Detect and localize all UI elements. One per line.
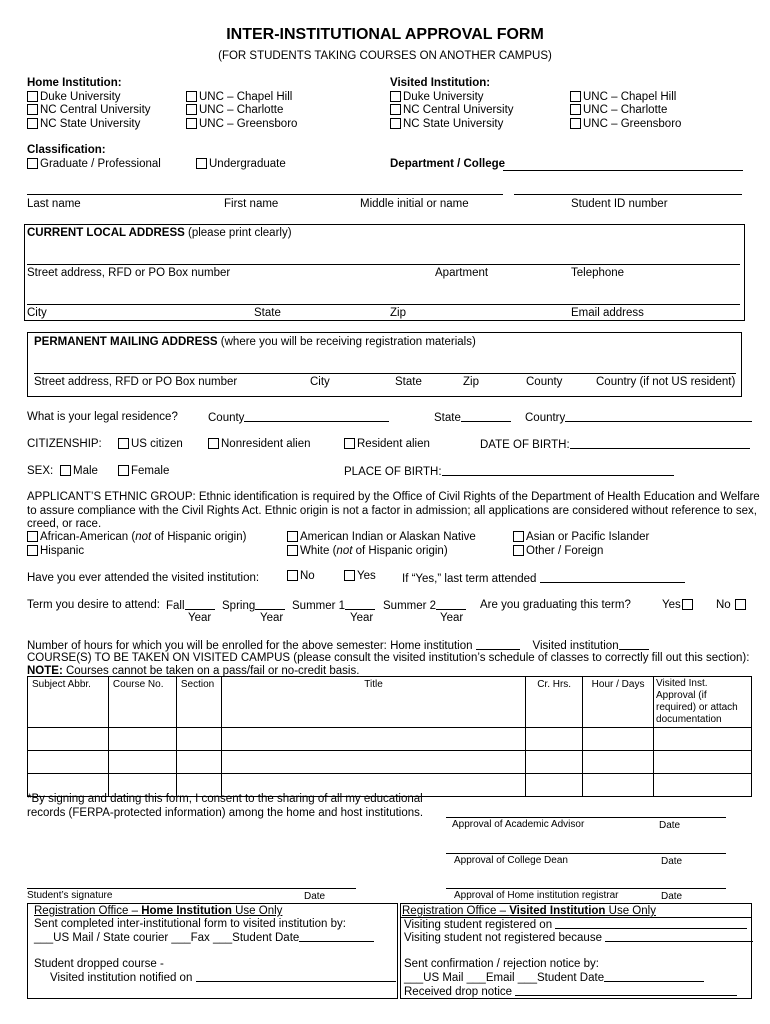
table-row <box>28 728 752 751</box>
citizenship-nonresident[interactable]: Nonresident alien <box>208 438 311 450</box>
drop-notice-field[interactable] <box>515 985 737 996</box>
visited-confirmation-methods[interactable]: ___US Mail ___Email ___Student Date <box>404 971 704 984</box>
checkbox-icon[interactable] <box>196 158 207 169</box>
checkbox-icon[interactable] <box>60 465 71 476</box>
cell[interactable] <box>526 774 583 797</box>
ethnic-line-3: creed, or race. <box>27 518 102 530</box>
term-fall[interactable]: Fall <box>166 599 215 612</box>
col-credit-hours: Cr. Hrs. <box>526 677 583 728</box>
citizenship-resident[interactable]: Resident alien <box>344 438 430 450</box>
graduating-question: Are you graduating this term? <box>480 599 631 611</box>
checkbox-icon[interactable] <box>27 531 38 542</box>
visited-opt-ncsu[interactable]: NC State University <box>390 118 503 130</box>
registrar-signature-field[interactable] <box>446 888 726 889</box>
courses-note: NOTE: Courses cannot be taken on a pass/fail or no-credit basis. <box>27 665 360 677</box>
student-date-label: Date <box>304 891 326 902</box>
cell[interactable] <box>108 751 176 774</box>
summer2-field[interactable] <box>436 599 466 610</box>
cell[interactable] <box>176 751 221 774</box>
form-subtitle: (FOR STUDENTS TAKING COURSES ON ANOTHER CAMPUS) <box>218 50 552 62</box>
perm-zip-label: Zip <box>463 376 479 388</box>
visited-registered[interactable]: Visiting student registered on <box>404 918 747 931</box>
table-row <box>28 751 752 774</box>
visited-opt-unc-ch[interactable]: UNC – Chapel Hill <box>570 91 676 103</box>
home-opt-unc-charlotte[interactable]: UNC – Charlotte <box>186 104 283 116</box>
place-of-birth[interactable]: PLACE OF BIRTH: <box>344 465 674 478</box>
classification-label: Classification: <box>27 144 106 156</box>
home-office-date-field[interactable] <box>299 931 374 942</box>
checkbox-icon[interactable] <box>287 545 298 556</box>
dean-label: Approval of College Dean <box>454 855 568 866</box>
department-field[interactable] <box>503 170 743 171</box>
courses-table <box>27 676 752 797</box>
registrar-date-label: Date <box>661 891 683 902</box>
home-office-dropped: Student dropped course - <box>34 958 164 970</box>
perm-county-label: County <box>526 376 563 388</box>
attended-question: Have you ever attended the visited institution: <box>27 572 260 584</box>
name-field-line[interactable] <box>27 194 503 195</box>
student-id-label: Student ID number <box>571 198 668 210</box>
cell[interactable] <box>526 751 583 774</box>
checkbox-icon[interactable] <box>570 91 581 102</box>
registrar-label: Approval of Home institution registrar <box>454 890 619 901</box>
checkbox-icon[interactable] <box>513 531 524 542</box>
checkbox-icon[interactable] <box>682 599 693 610</box>
checkbox-icon[interactable] <box>186 104 197 115</box>
visited-not-registered[interactable]: Visiting student not registered because <box>404 931 753 944</box>
visited-institution-label: Visited Institution: <box>390 77 491 89</box>
citizenship-label: CITIZENSHIP: <box>27 438 102 450</box>
attended-no[interactable]: No <box>287 570 315 582</box>
first-name-label: First name <box>224 198 279 210</box>
pob-field[interactable] <box>442 465 674 476</box>
home-office-sent: Sent completed inter-institutional form to visited institution by: <box>34 918 346 930</box>
visited-office-title: Registration Office – Visited Institution Use Only <box>402 905 656 917</box>
checkbox-icon[interactable] <box>344 438 355 449</box>
cell[interactable] <box>28 728 109 751</box>
dean-date-label: Date <box>661 856 683 867</box>
checkbox-icon[interactable] <box>570 104 581 115</box>
dean-signature-field[interactable] <box>446 853 726 854</box>
checkbox-icon[interactable] <box>118 438 129 449</box>
visited-opt-unc-greensboro[interactable]: UNC – Greensboro <box>570 118 681 130</box>
home-office-methods[interactable]: ___US Mail / State courier ___Fax ___Student Date <box>34 931 374 944</box>
term-summer2[interactable]: Summer 2 <box>383 599 466 612</box>
sex-label: SEX: <box>27 465 54 477</box>
checkbox-icon[interactable] <box>390 104 401 115</box>
col-subject: Subject Abbr. <box>28 677 109 728</box>
visited-opt-nccu[interactable]: NC Central University <box>390 104 514 116</box>
home-hours-field[interactable] <box>476 639 520 650</box>
perm-city-label: City <box>310 376 330 388</box>
checkbox-icon[interactable] <box>27 158 38 169</box>
graduating-no[interactable]: No <box>716 599 748 611</box>
department-label: Department / College <box>390 158 506 170</box>
local-street-label: Street address, RFD or PO Box number <box>27 267 231 279</box>
perm-country-label: Country (if not US resident) <box>596 376 736 388</box>
local-apartment-label: Apartment <box>435 267 489 279</box>
term-spring[interactable]: Spring <box>222 599 285 612</box>
checkbox-icon[interactable] <box>390 91 401 102</box>
ethnic-hispanic[interactable]: Hispanic <box>27 545 84 557</box>
ethnic-line-1: APPLICANT’S ETHNIC GROUP: Ethnic identification is required by the Office of Civil Rights of the Department of Health Education and Welfare <box>27 491 760 503</box>
visited-hours-field[interactable] <box>619 639 649 650</box>
advisor-date-label: Date <box>659 820 681 831</box>
checkbox-icon[interactable] <box>27 118 38 129</box>
student-signature-label: Student’s signature <box>27 890 113 901</box>
sex-female[interactable]: Female <box>118 465 169 477</box>
residence-county[interactable]: County <box>208 411 389 424</box>
home-opt-nccu[interactable]: NC Central University <box>27 104 151 116</box>
col-hour-days: Hour / Days <box>583 677 654 728</box>
last-term-field[interactable] <box>540 572 685 583</box>
date-of-birth[interactable]: DATE OF BIRTH: <box>480 438 750 451</box>
student-signature-field[interactable] <box>27 888 356 889</box>
local-street-field[interactable] <box>27 264 740 265</box>
term-summer1[interactable]: Summer 1 <box>292 599 375 612</box>
cell[interactable] <box>654 774 752 797</box>
col-approval: Visited Inst. Approval (if required) or attach documentation <box>654 677 752 728</box>
checkbox-icon[interactable] <box>118 465 129 476</box>
checkbox-icon[interactable] <box>570 118 581 129</box>
cell[interactable] <box>583 774 654 797</box>
visited-opt-unc-charlotte[interactable]: UNC – Charlotte <box>570 104 667 116</box>
student-id-field[interactable] <box>514 194 742 195</box>
table-header-row <box>28 677 752 728</box>
citizenship-us[interactable]: US citizen <box>118 438 183 450</box>
class-opt-undergraduate[interactable]: Undergraduate <box>196 158 286 170</box>
checkbox-icon[interactable] <box>186 118 197 129</box>
home-office-title: Registration Office – Home Institution Use Only <box>34 905 283 917</box>
home-opt-duke[interactable]: Duke University <box>27 91 121 103</box>
sex-male[interactable]: Male <box>60 465 98 477</box>
home-opt-ncsu[interactable]: NC State University <box>27 118 140 130</box>
ethnic-african-american[interactable]: African-American (not of Hispanic origin) <box>27 531 246 543</box>
ethnic-other[interactable]: Other / Foreign <box>513 545 603 557</box>
col-course-no: Course No. <box>108 677 176 728</box>
fall-year-label: Year <box>188 612 212 624</box>
ethnic-american-indian[interactable]: American Indian or Alaskan Native <box>287 531 476 543</box>
local-city-label: City <box>27 307 47 319</box>
residence-country[interactable]: Country <box>525 411 752 424</box>
cell[interactable] <box>654 728 752 751</box>
local-zip-label: Zip <box>390 307 406 319</box>
notified-date-field[interactable] <box>196 971 396 982</box>
last-name-label: Last name <box>27 198 81 210</box>
cell[interactable] <box>221 728 525 751</box>
form-title: INTER-INSTITUTIONAL APPROVAL FORM <box>226 26 544 43</box>
ethnic-asian[interactable]: Asian or Pacific Islander <box>513 531 649 543</box>
checkbox-icon[interactable] <box>208 438 219 449</box>
consent-line-1: *By signing and dating this form, I consent to the sharing of all my educational <box>27 793 423 805</box>
visited-confirmation: Sent confirmation / rejection notice by: <box>404 958 599 970</box>
local-state-label: State <box>254 307 281 319</box>
term-label: Term you desire to attend: <box>27 599 160 611</box>
local-address-title: CURRENT LOCAL ADDRESS (please print clearly) <box>27 227 292 239</box>
class-opt-graduate[interactable]: Graduate / Professional <box>27 158 161 170</box>
cell[interactable] <box>28 751 109 774</box>
checkbox-icon[interactable] <box>287 570 298 581</box>
consent-line-2: records (FERPA-protected information) among the home and host institutions. <box>27 807 424 819</box>
cell[interactable] <box>583 751 654 774</box>
checkbox-icon[interactable] <box>344 570 355 581</box>
perm-state-label: State <box>395 376 422 388</box>
state-field[interactable] <box>461 411 511 422</box>
home-opt-unc-greensboro[interactable]: UNC – Greensboro <box>186 118 297 130</box>
visited-opt-duke[interactable]: Duke University <box>390 91 484 103</box>
summer1-year-label: Year <box>350 612 374 624</box>
cell[interactable] <box>176 728 221 751</box>
summer2-year-label: Year <box>440 612 464 624</box>
checkbox-icon[interactable] <box>27 91 38 102</box>
spring-year-label: Year <box>260 612 284 624</box>
middle-name-label: Middle initial or name <box>360 198 469 210</box>
permanent-address-field[interactable] <box>34 373 736 374</box>
checkbox-icon[interactable] <box>735 599 746 610</box>
visited-drop-notice[interactable]: Received drop notice <box>404 985 737 998</box>
checkbox-icon[interactable] <box>287 531 298 542</box>
ethnic-white[interactable]: White (not of Hispanic origin) <box>287 545 448 557</box>
checkbox-icon[interactable] <box>513 545 524 556</box>
registered-date-field[interactable] <box>555 918 747 929</box>
checkbox-icon[interactable] <box>27 104 38 115</box>
not-registered-reason-field[interactable] <box>605 931 753 942</box>
perm-street-label: Street address, RFD or PO Box number <box>34 376 238 388</box>
local-email-label: Email address <box>571 307 644 319</box>
residence-state[interactable]: State <box>434 411 511 424</box>
local-city-field[interactable] <box>27 304 740 305</box>
checkbox-icon[interactable] <box>27 545 38 556</box>
home-institution-label: Home Institution: <box>27 77 122 89</box>
country-field[interactable] <box>565 411 752 422</box>
checkbox-icon[interactable] <box>186 91 197 102</box>
residence-question: What is your legal residence? <box>27 411 178 423</box>
spring-field[interactable] <box>255 599 285 610</box>
advisor-label: Approval of Academic Advisor <box>452 819 585 830</box>
cell[interactable] <box>583 728 654 751</box>
attended-yes[interactable]: Yes <box>344 570 376 582</box>
home-opt-unc-ch[interactable]: UNC – Chapel Hill <box>186 91 292 103</box>
confirmation-date-field[interactable] <box>604 971 704 982</box>
col-title: Title <box>221 677 525 728</box>
fall-field[interactable] <box>185 599 215 610</box>
permanent-address-title: PERMANENT MAILING ADDRESS (where you will be receiving registration materials) <box>34 336 476 348</box>
checkbox-icon[interactable] <box>390 118 401 129</box>
courses-intro: COURSE(S) TO BE TAKEN ON VISITED CAMPUS (please consult the visited institution’s schedule of classes to correctly fill out this section): <box>27 652 750 664</box>
home-office-notified[interactable]: Visited institution notified on <box>50 971 396 984</box>
cell[interactable] <box>108 728 176 751</box>
cell[interactable] <box>526 728 583 751</box>
ethnic-line-2: to assure compliance with the Civil Rights Act. Ethnic origin is not a factor in admission; all applications are considered without reference to sex, <box>27 505 757 517</box>
advisor-signature-field[interactable] <box>446 817 726 818</box>
summer1-field[interactable] <box>345 599 375 610</box>
hours-question[interactable]: Number of hours for which you will be enrolled for the above semester: Home institution Visited institution <box>27 639 649 652</box>
county-field[interactable] <box>244 411 389 422</box>
graduating-yes[interactable]: Yes <box>662 599 695 611</box>
last-term-attended[interactable]: If “Yes,” last term attended <box>402 572 685 585</box>
cell[interactable] <box>654 751 752 774</box>
col-section: Section <box>176 677 221 728</box>
dob-field[interactable] <box>570 438 750 449</box>
cell[interactable] <box>221 751 525 774</box>
local-telephone-label: Telephone <box>571 267 625 279</box>
